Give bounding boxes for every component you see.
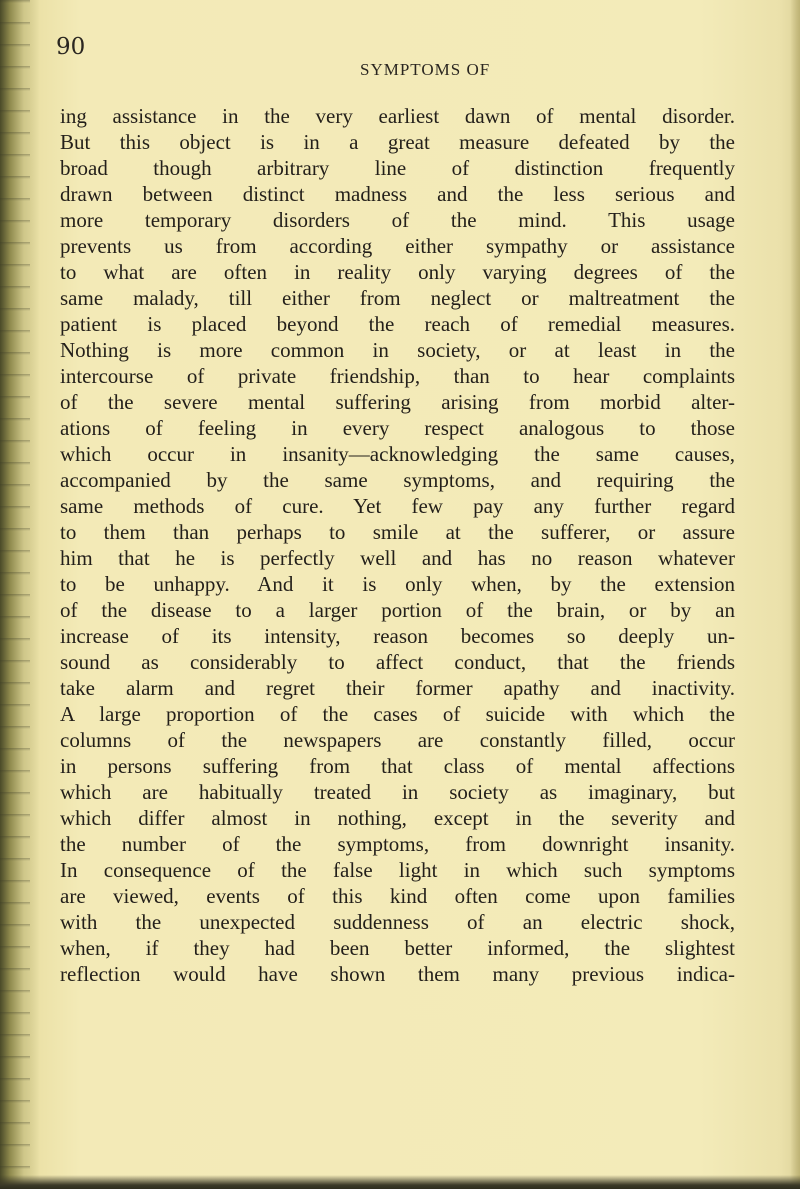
page-right-edge: [790, 0, 800, 1189]
text-line: in persons suffering from that class of mental affections: [60, 754, 735, 778]
text-line: which differ almost in nothing, except in the severity and: [60, 806, 735, 830]
page-number: 90: [56, 34, 86, 60]
text-line: more temporary disorders of the mind. This usage: [60, 208, 735, 232]
text-line: of the disease to a larger portion of the brain, or by an: [60, 598, 735, 622]
text-line: which occur in insanity—acknowledging the same causes,: [60, 442, 735, 466]
body-text: [60, 103, 735, 987]
text-line: when, if they had been better informed, the slightest: [60, 936, 735, 960]
text-line: broad though arbitrary line of distinction frequently: [60, 156, 735, 180]
page-bottom-edge: [0, 1175, 800, 1189]
text-line: increase of its intensity, reason becomes so deeply un-: [60, 624, 735, 648]
running-head: SYMPTOMS OF: [360, 60, 491, 79]
text-line: patient is placed beyond the reach of remedial measures.: [60, 312, 735, 336]
text-line: A large proportion of the cases of suicide with which the: [60, 702, 735, 726]
text-line: columns of the newspapers are constantly filled, occur: [60, 728, 735, 752]
text-line: ations of feeling in every respect analogous to those: [60, 416, 735, 440]
text-line: ing assistance in the very earliest dawn of mental disorder.: [60, 104, 735, 128]
text-line: same methods of cure. Yet few pay any further regard: [60, 494, 735, 518]
text-line: In consequence of the false light in which such symptoms: [60, 858, 735, 882]
text-line: to what are often in reality only varying degrees of the: [60, 260, 735, 284]
text-line: reflection would have shown them many previous indica-: [60, 962, 735, 986]
text-line: But this object is in a great measure defeated by the: [60, 130, 735, 154]
text-line: with the unexpected suddenness of an electric shock,: [60, 910, 735, 934]
text-line: sound as considerably to affect conduct, that the friends: [60, 650, 735, 674]
text-line: Nothing is more common in society, or at least in the: [60, 338, 735, 362]
text-line: prevents us from according either sympathy or assistance: [60, 234, 735, 258]
text-line: him that he is perfectly well and has no reason whatever: [60, 546, 735, 570]
text-line: drawn between distinct madness and the less serious and: [60, 182, 735, 206]
text-line: of the severe mental suffering arising from morbid alter-: [60, 390, 735, 414]
text-line: intercourse of private friendship, than to hear complaints: [60, 364, 735, 388]
text-line: which are habitually treated in society as imaginary, but: [60, 780, 735, 804]
text-line: to be unhappy. And it is only when, by the extension: [60, 572, 735, 596]
text-line: same malady, till either from neglect or maltreatment the: [60, 286, 735, 310]
binding-edge: [0, 0, 30, 1189]
text-line: the number of the symptoms, from downright insanity.: [60, 832, 735, 856]
text-line: are viewed, events of this kind often come upon families: [60, 884, 735, 908]
text-line: to them than perhaps to smile at the sufferer, or assure: [60, 520, 735, 544]
text-line: take alarm and regret their former apathy and inactivity.: [60, 676, 735, 700]
text-line: accompanied by the same symptoms, and requiring the: [60, 468, 735, 492]
